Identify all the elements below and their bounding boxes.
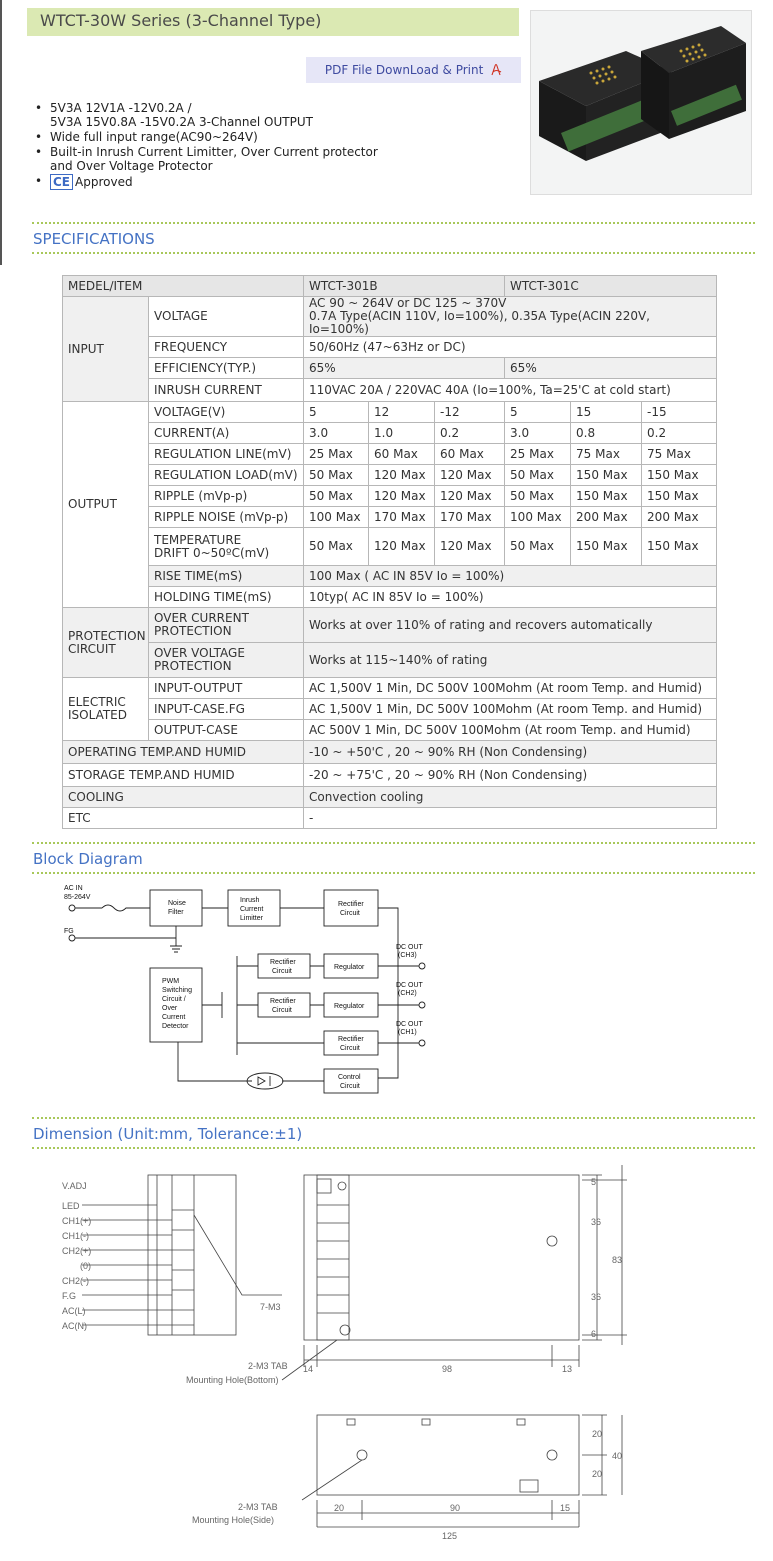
noise-filter-label-1: Noise xyxy=(168,900,186,907)
dc-out-label: DC OUT xyxy=(396,1021,423,1028)
rectifier-label: Circuit xyxy=(340,910,360,917)
ch3-label: (CH3) xyxy=(398,952,417,959)
svg-text:AC(L): AC(L) xyxy=(62,1306,86,1316)
rectifier-label: Rectifier xyxy=(270,998,296,1005)
dim-label: 6 xyxy=(591,1329,597,1339)
inrush-label-3: Limitter xyxy=(240,915,263,922)
pwm-label: Current xyxy=(162,1014,186,1021)
inrush-label-1: Inrush xyxy=(240,897,260,904)
control-label: Circuit xyxy=(340,1083,360,1090)
svg-text:F.G: F.G xyxy=(62,1291,77,1301)
table-row: RIPPLE (mVp-p) 50 Max 120 Max 120 Max 50 Max 150 Max 150 Max xyxy=(63,486,717,507)
table-row: PROTECTION CIRCUIT OVER CURRENT PROTECTION Works at over 110% of rating and recovers automatically xyxy=(63,608,717,643)
pwm-label: Over xyxy=(162,1005,178,1012)
divider xyxy=(32,252,755,254)
pwm-label: Circuit / xyxy=(162,996,186,1003)
dim-label: 90 xyxy=(450,1503,461,1513)
divider xyxy=(32,222,755,224)
fg-label: FG xyxy=(64,928,74,935)
feature-item-approved: • CE Approved xyxy=(34,174,514,190)
dim-label: 15 xyxy=(560,1503,571,1513)
table-row: OUTPUT VOLTAGE(V) 5 12 -12 5 15 -15 xyxy=(63,402,717,423)
pwm-label: PWM xyxy=(162,978,180,985)
table-row: OPERATING TEMP.AND HUMID -10 ~ +50'C , 20 ~ 90% RH (Non Condensing) xyxy=(63,741,717,764)
dim-label: 20 xyxy=(334,1503,345,1513)
table-row: INRUSH CURRENT 110VAC 20A / 220VAC 40A (Io=100%, Ta=25'C at cold start) xyxy=(63,379,717,402)
feature-item: • Built-in Inrush Current Limitter, Over Current protector and Over Voltage Protector xyxy=(34,145,514,173)
table-row: RIPPLE NOISE (mVp-p) 100 Max 170 Max 170 Max 100 Max 200 Max 200 Max xyxy=(63,507,717,528)
dim-label: 36 xyxy=(591,1217,602,1227)
tab-note-bottom: 2-M3 TAB xyxy=(248,1361,288,1371)
table-row: HOLDING TIME(mS) 10typ( AC IN 85V Io = 100%) xyxy=(63,587,717,608)
svg-text:CH1(-): CH1(-) xyxy=(62,1231,89,1241)
title-bar xyxy=(27,8,519,36)
rectifier-label: Circuit xyxy=(272,1007,292,1014)
ch2-label: (CH2) xyxy=(398,990,417,997)
group-output: OUTPUT xyxy=(63,402,149,608)
noise-filter-label-2: Filter xyxy=(168,909,184,916)
spec-table xyxy=(62,275,717,829)
divider xyxy=(32,1147,755,1149)
dim-label: 36 xyxy=(591,1292,602,1302)
table-row: OVER VOLTAGE PROTECTION Works at 115~140% of rating xyxy=(63,643,717,678)
ac-in-label xyxy=(64,885,91,901)
rectifier-label: Circuit xyxy=(272,968,292,975)
pwm-label: Detector xyxy=(162,1023,189,1030)
pdf-icon xyxy=(490,63,502,76)
dim-label: 125 xyxy=(442,1531,458,1541)
regulator-label: Regulator xyxy=(334,1003,365,1010)
table-row: COOLING Convection cooling xyxy=(63,787,717,808)
power-supply-image xyxy=(531,11,751,194)
regulator-label: Regulator xyxy=(334,964,365,971)
divider xyxy=(32,842,755,844)
dim-label: 13 xyxy=(562,1364,573,1374)
feature-item: • 5V3A 12V1A -12V0.2A / 5V3A 15V0.8A -15V0.2A 3-Channel OUTPUT xyxy=(34,101,514,129)
table-row: ELECTRIC ISOLATED INPUT-OUTPUT AC 1,500V 1 Min, DC 500V 100Mohm (At room Temp. and Humid) xyxy=(63,678,717,699)
table-row: INPUT VOLTAGE AC 90 ~ 264V or DC 125 ~ 370V 0.7A Type(ACIN 110V, Io=100%), 0.35A Type(ACIN 220V, Io=100%) xyxy=(63,297,717,337)
svg-text:85-264V: 85-264V xyxy=(64,894,91,901)
dim-label: 83 xyxy=(612,1255,623,1265)
rectifier-label: Circuit xyxy=(340,1045,360,1052)
feature-list xyxy=(34,101,514,191)
svg-text:CH2(+): CH2(+) xyxy=(62,1246,92,1256)
rectifier-label: Rectifier xyxy=(338,901,364,908)
rectifier-label: Rectifier xyxy=(270,959,296,966)
svg-text:LED: LED xyxy=(62,1201,80,1211)
terminal-labels xyxy=(62,1181,91,1331)
tab-note-side: 2-M3 TAB xyxy=(238,1502,278,1512)
table-row: REGULATION LINE(mV) 25 Max 60 Max 60 Max 25 Max 75 Max 75 Max xyxy=(63,444,717,465)
dc-out-label: DC OUT xyxy=(396,982,423,989)
dc-out-label: DC OUT xyxy=(396,944,423,951)
svg-text:V.ADJ: V.ADJ xyxy=(62,1181,87,1191)
dim-label: 98 xyxy=(442,1364,453,1374)
table-row: REGULATION LOAD(mV) 50 Max 120 Max 120 Max 50 Max 150 Max 150 Max xyxy=(63,465,717,486)
block-diagram-heading: Block Diagram xyxy=(33,850,143,868)
product-photo xyxy=(530,10,752,195)
dim-label: 5 xyxy=(591,1177,597,1187)
mounting-side-note: Mounting Hole(Side) xyxy=(192,1515,275,1525)
svg-text:CH2(-): CH2(-) xyxy=(62,1276,89,1286)
page-title: WTCT-30W Series (3-Channel Type) xyxy=(40,11,322,30)
control-label: Control xyxy=(338,1074,361,1081)
ce-mark-icon: CE xyxy=(50,174,73,190)
pwm-label: Switching xyxy=(162,987,192,994)
table-row: EFFICIENCY(TYP.) 65% 65% xyxy=(63,358,717,379)
inrush-label-2: Current xyxy=(240,906,264,913)
table-header-row: MEDEL/ITEM WTCT-301B WTCT-301C xyxy=(63,276,717,297)
specifications-heading: SPECIFICATIONS xyxy=(33,230,155,248)
group-input: INPUT xyxy=(63,297,149,402)
pdf-download-label: PDF File DownLoad & Print xyxy=(324,63,484,77)
mounting-bottom-note: Mounting Hole(Bottom) xyxy=(186,1375,279,1385)
svg-text:(0): (0) xyxy=(80,1261,91,1271)
dim-label: 14 xyxy=(303,1364,314,1374)
page-edge-bar xyxy=(0,0,2,265)
dim-label: 20 xyxy=(592,1429,603,1439)
divider xyxy=(32,872,755,874)
table-row: TEMPERATURE DRIFT 0~50ºC(mV) 50 Max 120 Max 120 Max 50 Max 150 Max 150 Max xyxy=(63,528,717,566)
table-row: RISE TIME(mS) 100 Max ( AC IN 85V Io = 100%) xyxy=(63,566,717,587)
svg-text:CH1(+): CH1(+) xyxy=(62,1216,92,1226)
dim-label: 40 xyxy=(612,1451,623,1461)
group-electric: ELECTRIC ISOLATED xyxy=(63,678,149,741)
table-row: ETC - xyxy=(63,808,717,829)
dimension-drawing xyxy=(62,1155,642,1555)
rectifier-label: Rectifier xyxy=(338,1036,364,1043)
divider xyxy=(32,1117,755,1119)
table-row: INPUT-CASE.FG AC 1,500V 1 Min, DC 500V 100Mohm (At room Temp. and Humid) xyxy=(63,699,717,720)
screw-note: 7-M3 xyxy=(260,1302,281,1312)
dimension-heading: Dimension (Unit:mm, Tolerance:±1) xyxy=(33,1125,303,1143)
table-row: STORAGE TEMP.AND HUMID -20 ~ +75'C , 20 ~ 90% RH (Non Condensing) xyxy=(63,764,717,787)
table-row: FREQUENCY 50/60Hz (47~63Hz or DC) xyxy=(63,337,717,358)
block-diagram xyxy=(62,880,442,1095)
feature-item: • Wide full input range(AC90~264V) xyxy=(34,130,514,144)
table-row: OUTPUT-CASE AC 500V 1 Min, DC 500V 100Mohm (At room Temp. and Humid) xyxy=(63,720,717,741)
svg-text:AC(N): AC(N) xyxy=(62,1321,87,1331)
pdf-download-button[interactable] xyxy=(306,57,521,83)
table-row: CURRENT(A) 3.0 1.0 0.2 3.0 0.8 0.2 xyxy=(63,423,717,444)
ch1-label: (CH1) xyxy=(398,1029,417,1036)
svg-text:AC IN: AC IN xyxy=(64,885,83,892)
group-protection: PROTECTION CIRCUIT xyxy=(63,608,149,678)
dim-label: 20 xyxy=(592,1469,603,1479)
